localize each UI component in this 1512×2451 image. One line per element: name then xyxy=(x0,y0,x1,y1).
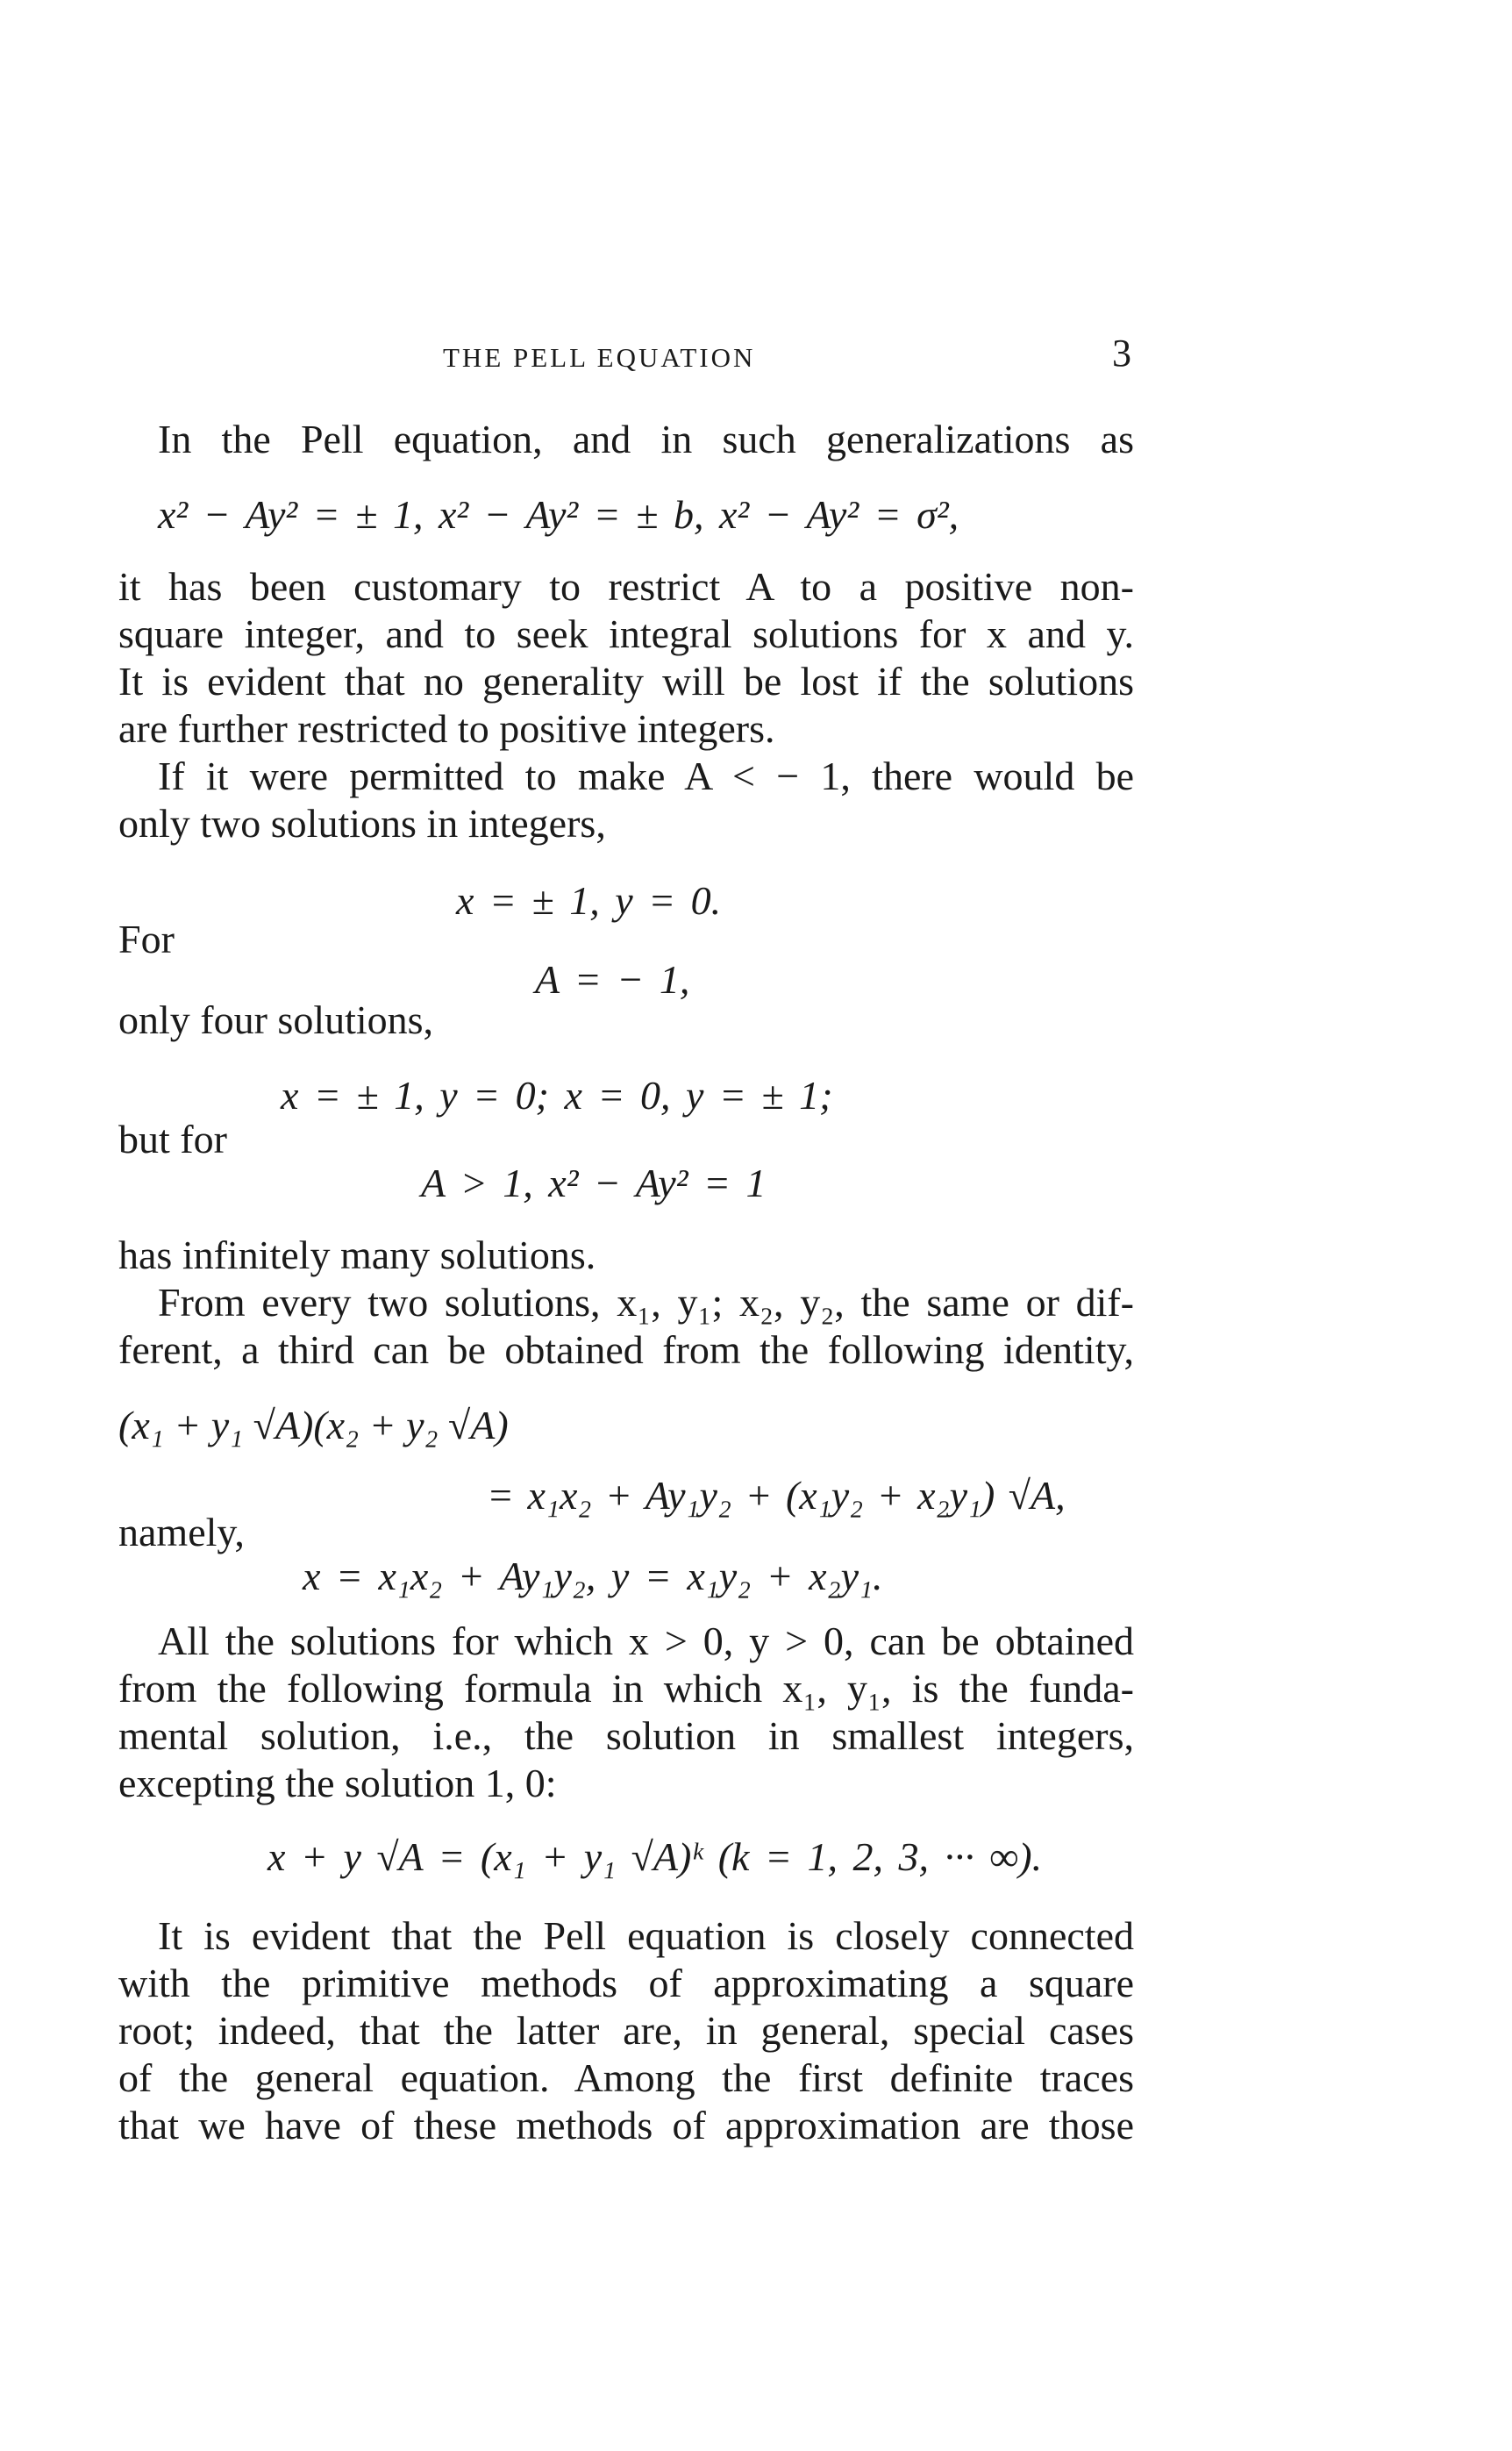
paragraph-2-line-2: square integer, and to seek integral solutions for x and y. xyxy=(118,611,1134,656)
page-number: 3 xyxy=(1112,332,1131,375)
paragraph-6-line-2: with the primitive methods of approximating a square xyxy=(118,1961,1134,2005)
line-infinitely-many: has infinitely many solutions. xyxy=(118,1233,596,1277)
label-namely: namely, xyxy=(118,1510,245,1554)
paragraph-5-line-3: mental solution, i.e., the solution in smallest integers, xyxy=(118,1713,1134,1758)
equation-third-solution: x = x₁x₂ + Ay₁y₂, y = x₁y₂ + x₂y₁. xyxy=(303,1554,883,1598)
paragraph-6-line-5: that we have of these methods of approximation are those xyxy=(118,2103,1134,2147)
paragraph-5-line-2: from the following formula in which x₁, y₁, is the funda- xyxy=(118,1666,1134,1711)
running-title: THE PELL EQUATION xyxy=(443,342,756,373)
line-four-solutions: only four solutions, xyxy=(118,997,434,1042)
equation-identity-right: = x₁x₂ + Ay₁y₂ + (x₁y₂ + x₂y₁) √A, xyxy=(487,1473,1066,1518)
paragraph-5-line-4: excepting the solution 1, 0: xyxy=(118,1761,557,1805)
equation-identity-left: (x₁ + y₁ √A)(x₂ + y₂ √A) xyxy=(118,1403,509,1447)
paragraph-2-line-1: it has been customary to restrict A to a positive non- xyxy=(118,564,1134,609)
paragraph-1-line-1: In the Pell equation, and in such generalizations as xyxy=(158,417,1134,461)
paragraph-4-line-1: From every two solutions, x₁, y₁; x₂, y₂, the same or dif- xyxy=(158,1280,1134,1325)
paragraph-2-line-3: It is evident that no generality will be lost if the solutions xyxy=(118,659,1134,704)
equation-a-minus-one: A = − 1, xyxy=(535,957,690,1002)
paragraph-3-line-1: If it were permitted to make A < − 1, there would be xyxy=(158,754,1134,798)
label-for: For xyxy=(118,917,175,961)
equation-two-solutions: x = ± 1, y = 0. xyxy=(456,878,722,923)
equation-general-formula: x + y √A = (x₁ + y₁ √A)ᵏ (k = 1, 2, 3, ··· ∞). xyxy=(267,1834,1043,1879)
paragraph-6-line-3: root; indeed, that the latter are, in general, special cases xyxy=(118,2008,1134,2053)
equation-four-solutions: x = ± 1, y = 0; x = 0, y = ± 1; xyxy=(281,1073,833,1118)
equation-a-greater-one: A > 1, x² − Ay² = 1 xyxy=(421,1161,767,1205)
paragraph-6-line-1: It is evident that the Pell equation is closely connected xyxy=(158,1913,1134,1958)
paragraph-3-line-2: only two solutions in integers, xyxy=(118,801,606,846)
paragraph-5-line-1: All the solutions for which x > 0, y > 0, can be obtained xyxy=(158,1619,1134,1663)
paragraph-6-line-4: of the general equation. Among the first definite traces xyxy=(118,2055,1134,2100)
equation-generalizations: x² − Ay² = ± 1, x² − Ay² = ± b, x² − Ay² = σ², xyxy=(158,492,959,537)
label-but-for: but for xyxy=(118,1117,227,1161)
paragraph-4-line-2: ferent, a third can be obtained from the following identity, xyxy=(118,1327,1134,1372)
paragraph-2-line-4: are further restricted to positive integers. xyxy=(118,706,775,751)
